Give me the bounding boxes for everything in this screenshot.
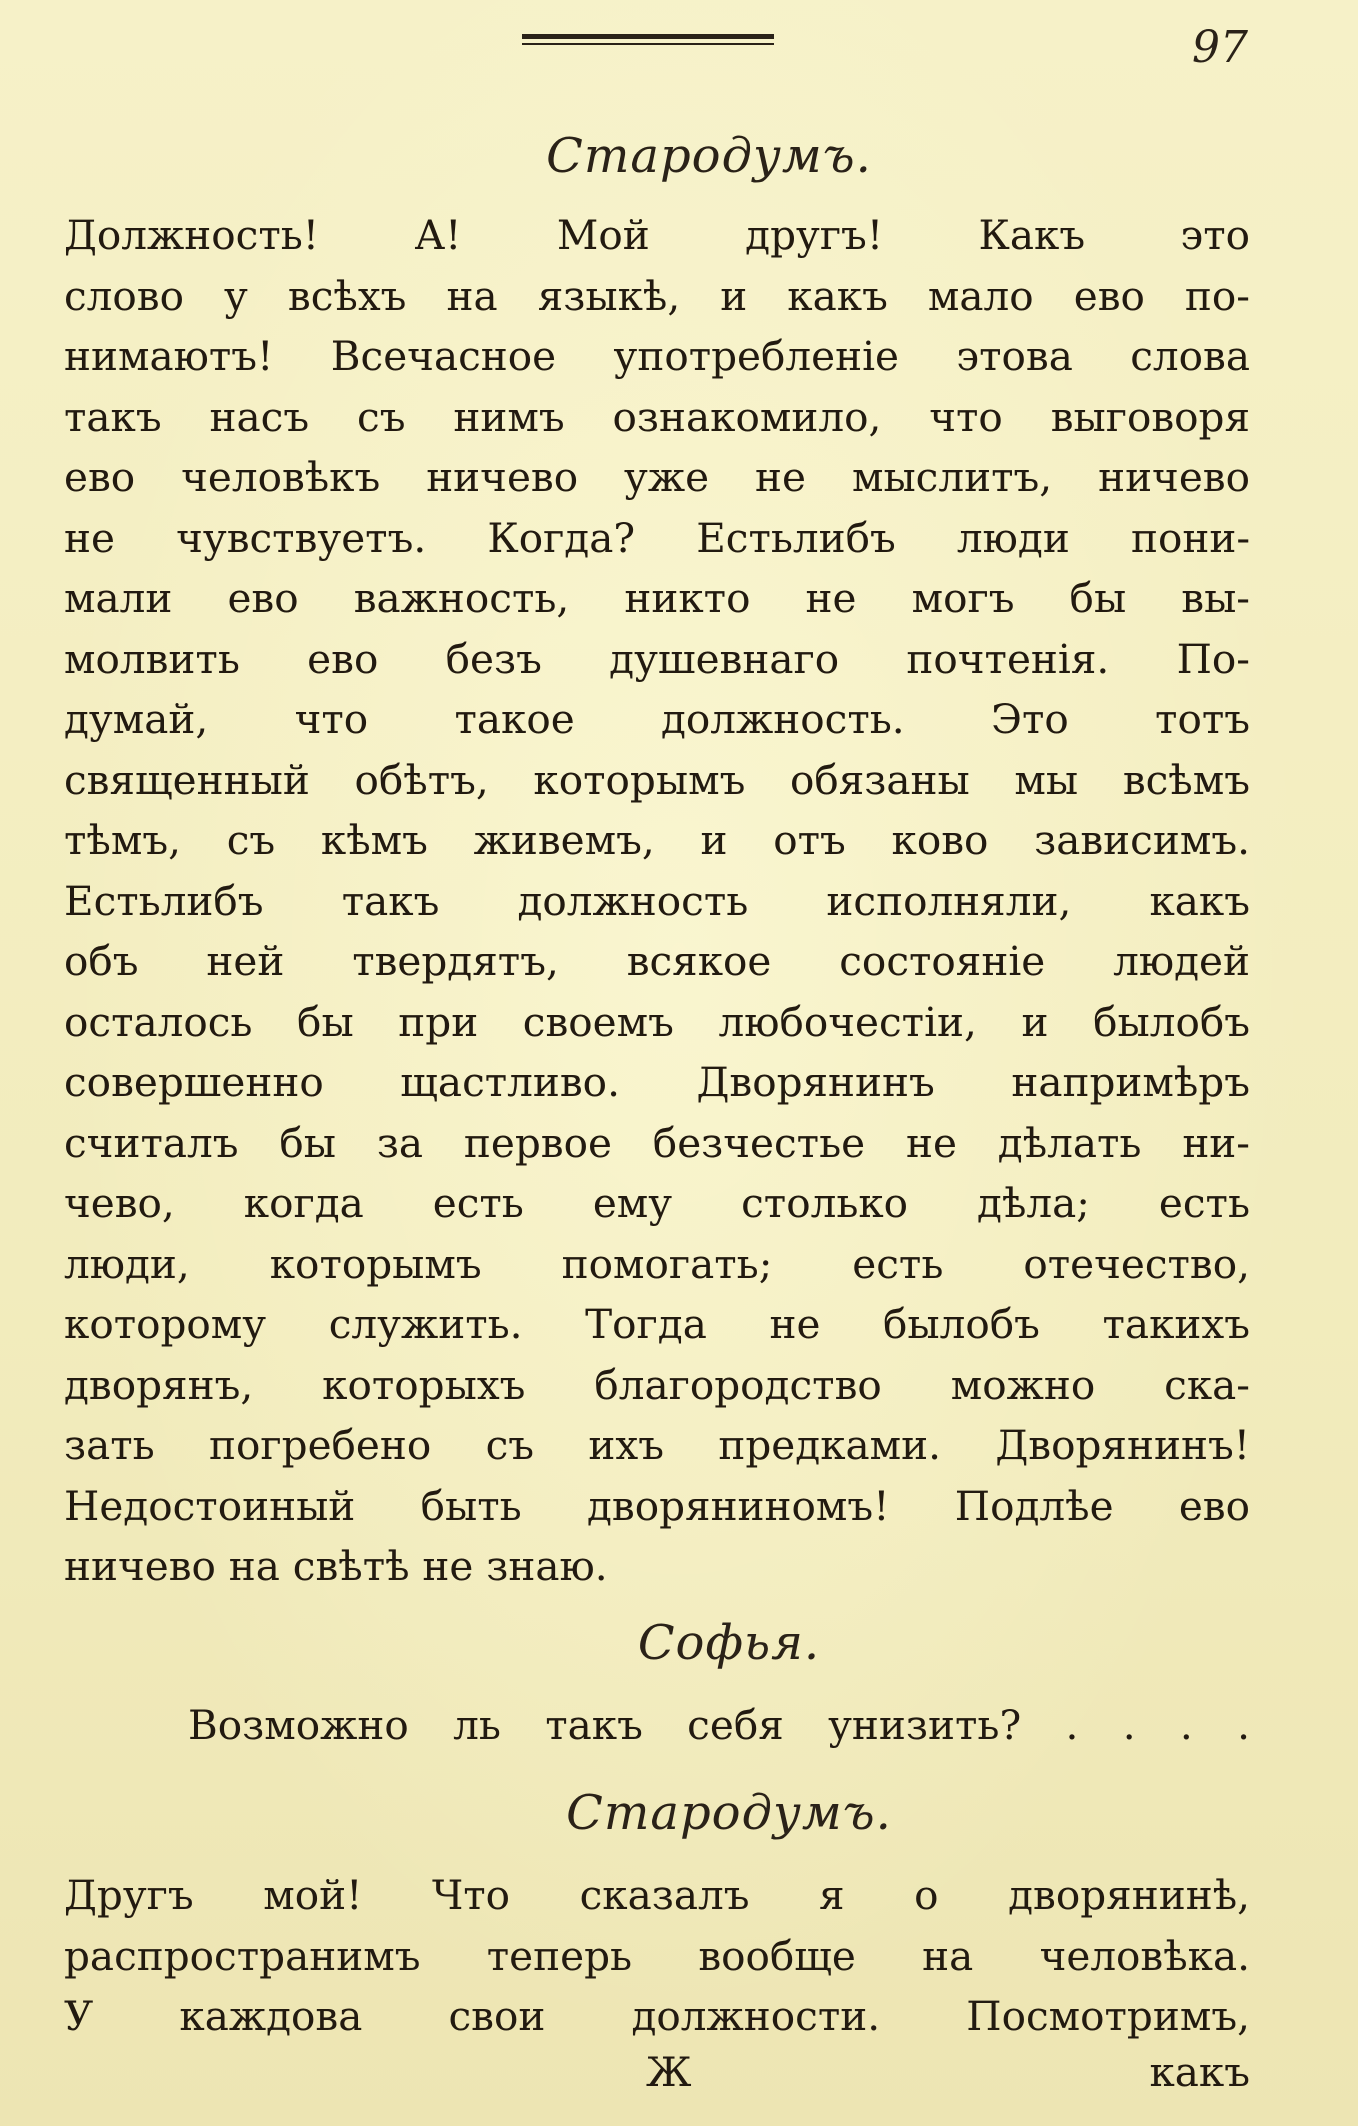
text-line: которому служить. Тогда не былобъ такихъ [64, 1300, 1250, 1348]
speech-paragraph-3 [64, 1865, 1250, 2047]
text-line: такъ насъ съ нимъ ознакомило, что выговоря [64, 392, 1250, 441]
text-line: дворянъ, которыхъ благородство можно ска- [64, 1360, 1250, 1409]
text-line: не чувствуетъ. Когда? Естьлибъ люди пони- [64, 513, 1250, 562]
text-line: зать погребено съ ихъ предками. Дворянинъ! [64, 1421, 1250, 1469]
speaker-name-starodum: Стародумъ. [566, 1785, 892, 1841]
signature-mark: Ж [646, 2048, 692, 2096]
text-line: Недостоиный быть дворяниномъ! Подлѣе ево [64, 1481, 1250, 1530]
text-line: осталось бы при своемъ любочестіи, и былобъ [64, 997, 1250, 1046]
catchword: какъ [1149, 2048, 1250, 2096]
text-line: Должность! А! Мой другъ! Какъ это [64, 211, 1250, 259]
speech-paragraph-1 [64, 205, 1250, 1597]
header-rule-thick-line [522, 34, 774, 39]
speaker-name-starodum: Стародумъ. [546, 128, 872, 184]
text-line: слово у всѣхъ на языкѣ, и какъ мало ево по- [64, 271, 1250, 320]
page-number: 97 [1192, 22, 1248, 73]
text-line: У каждова свои должности. Посмотримъ, [64, 1992, 1250, 2040]
text-line: люди, которымъ помогать; есть отечество, [64, 1239, 1250, 1288]
text-line: считалъ бы за первое безчестье не дѣлать ни- [64, 1118, 1250, 1167]
text-line: тѣмъ, съ кѣмъ живемъ, и отъ ково зависимъ. [64, 816, 1250, 864]
speaker-name-sofya: Софья. [637, 1615, 821, 1671]
text-line: ево человѣкъ ничево уже не мыслитъ, ничево [64, 453, 1250, 501]
header-rule-thin-line [522, 43, 774, 45]
text-line: Другъ мой! Что сказалъ я о дворянинѣ, [64, 1871, 1250, 1919]
speech-paragraph-2 [188, 1695, 1250, 1756]
text-line: объ ней твердятъ, всякое состояніе людей [64, 937, 1250, 985]
text-line: ничево на свѣтѣ не знаю. [64, 1542, 608, 1590]
text-line: молвить ево безъ душевнаго почтенія. По- [64, 634, 1250, 683]
text-line: мали ево важность, никто не могъ бы вы- [64, 574, 1250, 622]
page-footer [0, 2048, 1358, 2108]
text-line: нимаютъ! Всечасное употребленіе этова слова [64, 332, 1250, 380]
text-line: чево, когда есть ему столько дѣла; есть [64, 1179, 1250, 1227]
text-line: Возможно ль такъ себя унизить? . . . . [188, 1701, 1250, 1749]
text-line: распространимъ теперь вообще на человѣка. [64, 1931, 1250, 1980]
text-line: священный обѣтъ, которымъ обязаны мы всѣмъ [64, 755, 1250, 804]
text-line: Естьлибъ такъ должность исполняли, какъ [64, 876, 1250, 925]
text-line: думай, что такое должность. Это тотъ [64, 695, 1250, 743]
header-rule [522, 30, 774, 48]
text-line: совершенно щастливо. Дворянинъ напримѣръ [64, 1058, 1250, 1106]
